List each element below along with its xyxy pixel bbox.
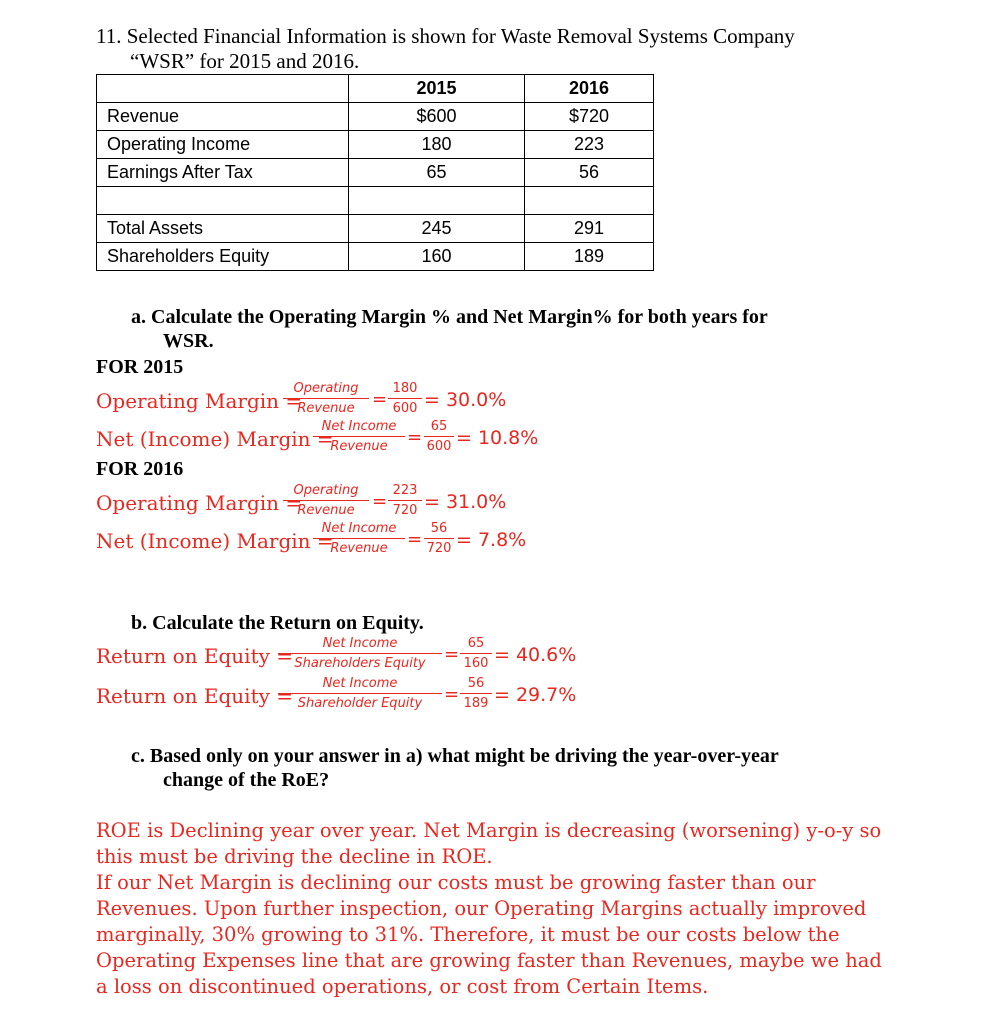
fraction-numerator: 180 xyxy=(392,381,418,396)
fraction-bar xyxy=(424,538,454,539)
fraction-numerator: 56 xyxy=(467,676,485,691)
financial-table xyxy=(96,74,654,271)
table-cell-label: Earnings After Tax xyxy=(97,159,349,187)
roe-2015-result: = 40.6% xyxy=(494,644,577,666)
table-cell-label xyxy=(97,187,349,215)
table-row xyxy=(97,215,654,243)
fraction-denominator: Shareholders Equity xyxy=(294,656,426,671)
answer-paragraph: If our Net Margin is declining our costs must be growing faster than our Revenues. Upon further inspection, our Operating Margins actually improved marginally, 30% growing to 31%. Therefore, it must be our costs below the Operating Expenses line that are growing faster than Revenues, maybe we had a loss on discontinued operations, or cost from Certain Items. xyxy=(96,871,882,998)
fraction-bar xyxy=(388,398,422,399)
fraction-denominator: 720 xyxy=(392,503,418,518)
part-c-prompt-line-1: c. Based only on your answer in a) what might be driving the year-over-year xyxy=(131,745,779,767)
net-margin-2016-values xyxy=(424,520,454,557)
fraction-denominator: 600 xyxy=(392,401,418,416)
roe-2015-formula xyxy=(278,635,442,672)
equals-sign: = xyxy=(372,491,388,512)
table-cell: 160 xyxy=(349,243,525,271)
fraction-bar xyxy=(424,436,454,437)
fraction-denominator: Revenue xyxy=(330,439,388,454)
table-cell: 56 xyxy=(525,159,654,187)
equals-sign: = xyxy=(407,529,423,550)
operating-margin-2016-label: Operating Margin = xyxy=(96,491,303,515)
fraction-bar xyxy=(313,538,405,539)
table-cell: 65 xyxy=(349,159,525,187)
equals-sign: = xyxy=(444,644,460,665)
fraction-numerator: 65 xyxy=(467,636,485,651)
table-row xyxy=(97,103,654,131)
fraction-numerator: Operating xyxy=(293,381,359,396)
fraction-numerator: Net Income xyxy=(321,521,397,536)
roe-2016-values xyxy=(460,675,492,712)
fraction-numerator: 223 xyxy=(392,483,418,498)
table-row xyxy=(97,243,654,271)
part-c-prompt-line-2: change of the RoE? xyxy=(163,769,330,791)
table-cell-label: Operating Income xyxy=(97,131,349,159)
fraction-bar xyxy=(313,436,405,437)
question-line-1: 11. Selected Financial Information is shown for Waste Removal Systems Company xyxy=(96,24,795,48)
operating-margin-2015-label: Operating Margin = xyxy=(96,389,303,413)
equals-sign: = xyxy=(372,389,388,410)
operating-margin-2016-formula xyxy=(283,482,369,519)
fraction-denominator: Revenue xyxy=(330,541,388,556)
fraction-denominator: Revenue xyxy=(297,401,355,416)
answer-paragraph: ROE is Declining year over year. Net Margin is decreasing (worsening) y-o-y so this must be driving the decline in ROE. xyxy=(96,819,882,868)
net-margin-2016-formula xyxy=(313,520,405,557)
table-cell: 180 xyxy=(349,131,525,159)
part-c-answer xyxy=(96,818,896,1000)
fraction-denominator: 720 xyxy=(426,541,452,556)
for-2016-heading: FOR 2016 xyxy=(96,458,184,480)
fraction-numerator: Net Income xyxy=(322,676,398,691)
roe-2016-formula xyxy=(278,675,442,712)
operating-margin-2015-values xyxy=(388,380,422,417)
table-header-row xyxy=(97,75,654,103)
table-row xyxy=(97,187,654,215)
part-a-prompt-line-1: a. Calculate the Operating Margin % and Net Margin% for both years for xyxy=(131,306,768,328)
operating-margin-2015-result: = 30.0% xyxy=(424,389,507,411)
fraction-denominator: Revenue xyxy=(297,503,355,518)
fraction-bar xyxy=(283,398,369,399)
table-cell xyxy=(349,187,525,215)
fraction-bar xyxy=(388,500,422,501)
roe-2015-values xyxy=(460,635,492,672)
fraction-bar xyxy=(278,693,442,694)
table-cell: 223 xyxy=(525,131,654,159)
fraction-denominator: 160 xyxy=(463,656,489,671)
table-cell-label: Revenue xyxy=(97,103,349,131)
fraction-numerator: Operating xyxy=(293,483,359,498)
fraction-denominator: 189 xyxy=(463,696,489,711)
fraction-denominator: 600 xyxy=(426,439,452,454)
net-margin-2016-result: = 7.8% xyxy=(456,529,527,551)
fraction-bar xyxy=(278,653,442,654)
operating-margin-2016-values xyxy=(388,482,422,519)
net-margin-2015-values xyxy=(424,418,454,455)
table-cell-label: Shareholders Equity xyxy=(97,243,349,271)
roe-2016-label: Return on Equity = xyxy=(96,684,294,708)
equals-sign: = xyxy=(407,427,423,448)
table-header-cell xyxy=(97,75,349,103)
operating-margin-2016-result: = 31.0% xyxy=(424,491,507,513)
fraction-bar xyxy=(283,500,369,501)
table-cell: $720 xyxy=(525,103,654,131)
equals-sign: = xyxy=(444,684,460,705)
net-margin-2015-formula xyxy=(313,418,405,455)
table-cell: $600 xyxy=(349,103,525,131)
fraction-numerator: 65 xyxy=(430,419,448,434)
fraction-numerator: 56 xyxy=(430,521,448,536)
question-line-2: “WSR” for 2015 and 2016. xyxy=(130,49,360,73)
fraction-numerator: Net Income xyxy=(321,419,397,434)
net-margin-2016-label: Net (Income) Margin = xyxy=(96,529,334,553)
fraction-numerator: Net Income xyxy=(322,636,398,651)
table-cell: 245 xyxy=(349,215,525,243)
operating-margin-2015-formula xyxy=(283,380,369,417)
net-margin-2015-result: = 10.8% xyxy=(456,427,539,449)
part-b-prompt: b. Calculate the Return on Equity. xyxy=(131,612,424,634)
table-row xyxy=(97,131,654,159)
table-cell xyxy=(525,187,654,215)
table-cell-label: Total Assets xyxy=(97,215,349,243)
table-row xyxy=(97,159,654,187)
roe-2016-result: = 29.7% xyxy=(494,684,577,706)
fraction-bar xyxy=(460,693,492,694)
net-margin-2015-label: Net (Income) Margin = xyxy=(96,427,334,451)
table-cell: 189 xyxy=(525,243,654,271)
for-2015-heading: FOR 2015 xyxy=(96,356,184,378)
table-header-cell: 2015 xyxy=(349,75,525,103)
table-header-cell: 2016 xyxy=(525,75,654,103)
fraction-bar xyxy=(460,653,492,654)
part-a-prompt-line-2: WSR. xyxy=(163,330,214,352)
fraction-denominator: Shareholder Equity xyxy=(297,696,423,711)
table-cell: 291 xyxy=(525,215,654,243)
roe-2015-label: Return on Equity = xyxy=(96,644,294,668)
